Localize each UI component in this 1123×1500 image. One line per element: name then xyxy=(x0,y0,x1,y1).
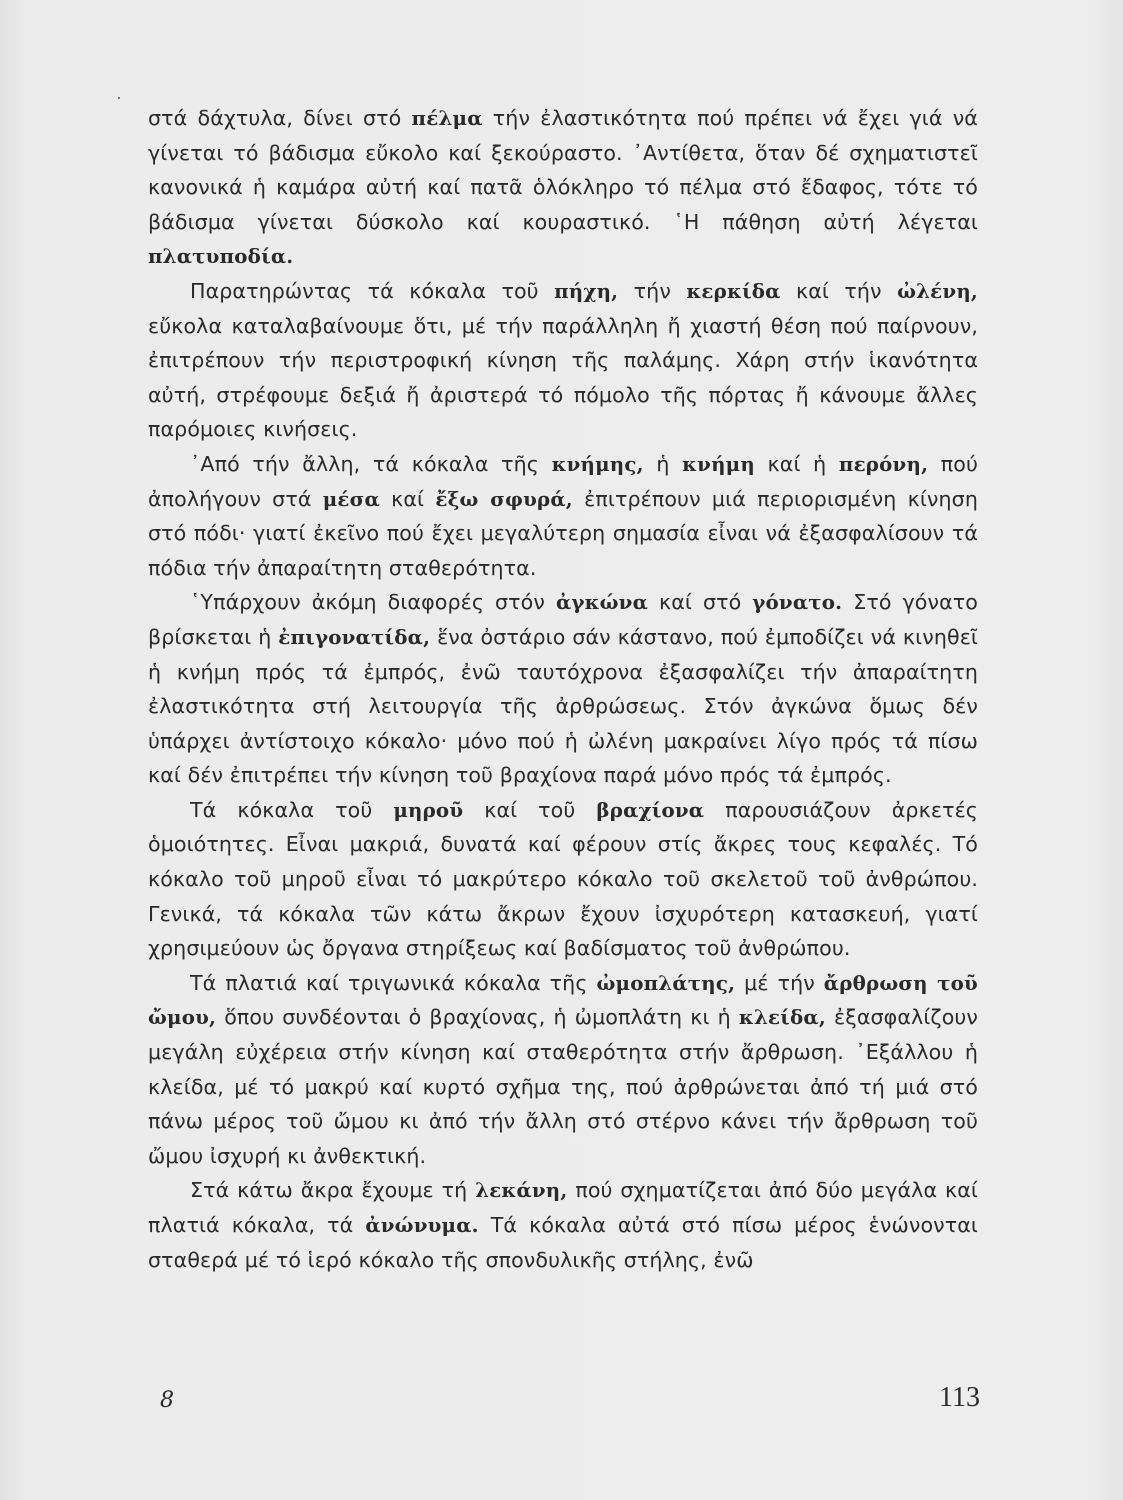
text-run: τήν ἐλαστικότητα πού πρέπει νά ἔχει γιά νά γίνεται τό βάδισμα εὔκολο καί ξεκούραστο. ᾽Αντίθετα, ὅταν δέ σχηματιστεῖ κανονικά ἡ καμάρα αὐτή καί πατᾶ ὁλόκληρο τό πέλμα στό ἔδαφος, τότε τό βάδισμα γίνεται δύσκολο καί κουραστικό. ῾Η πάθηση αὐτή λέγεται xyxy=(148,106,978,234)
text-run: Τά πλατιά καί τριγωνικά κόκαλα τῆς xyxy=(190,970,597,995)
paragraph-5 xyxy=(148,793,978,966)
text-run: ῾Υπάρχουν ἀκόμη διαφορές στόν xyxy=(190,590,556,615)
text-run: πού σχηματίζεται ἀπό δύο μεγάλα καί πλατιά κόκαλα, τά xyxy=(148,1178,978,1237)
bold-term: ἀγκώνα xyxy=(555,590,649,615)
text-run: Στά κάτω ἄκρα ἔχουμε τή xyxy=(190,1178,476,1203)
bold-term: λεκάνη, xyxy=(475,1178,568,1203)
bold-term: μηροῦ xyxy=(393,797,464,822)
paragraph-3 xyxy=(148,447,978,585)
text-run: Τά κόκαλα αὐτά στό πίσω μέρος ἑνώνονται σταθερά μέ τό ἱερό κόκαλο τῆς σπονδυλικῆς στήλης, ἐνῶ xyxy=(148,1213,978,1272)
text-run: καί τήν xyxy=(780,278,898,303)
bold-term: πέλμα xyxy=(411,106,483,130)
text-run: Στό γόνατο βρίσκεται ἡ xyxy=(148,590,978,649)
signature-mark: 8 xyxy=(160,1388,174,1413)
bold-term: κνήμης, xyxy=(551,451,644,476)
bold-term: ἀνώνυμα. xyxy=(365,1213,479,1237)
paragraph-2 xyxy=(148,274,978,447)
text-run: μέ τήν xyxy=(735,970,824,995)
bold-term: ὠμοπλάτης, xyxy=(596,970,736,995)
text-run: καί στό xyxy=(648,590,753,615)
bold-term: ἐπιγονατίδα, xyxy=(278,624,431,649)
text-run: Παρατηρώντας τά κόκαλα τοῦ xyxy=(190,278,555,303)
bold-term: ἔξω σφυρά, xyxy=(435,486,573,511)
bold-term: βραχίονα xyxy=(596,797,705,822)
page-number: 113 xyxy=(939,1382,980,1413)
bold-term: κνήμη xyxy=(682,451,755,476)
text-run: ἐξασφαλίζουν μεγάλη εὐχέρεια στήν κίνηση καί σταθερότητα στήν ἄρθρωση. ᾽Εξάλλου ἡ κλείδα, μέ τό μακρύ καί κυρτό σχῆμα της, πού ἀρθρώνεται ἀπό τή μιά στό πάνω μέρος τοῦ ὤμου κι ἀπό τήν ἄλλη στό στέρνο κάνει τήν ἄρθρωση τοῦ ὤμου ἰσχυρή κι ἀνθεκτική. xyxy=(148,1005,979,1168)
bold-term: πλατυποδία. xyxy=(148,244,294,269)
text-run: παρουσιάζουν ἀρκετές ὁμοιότητες. Εἶναι μακριά, δυνατά καί φέρουν στίς ἄκρες τους κεφαλές. Τό κόκαλο τοῦ μηροῦ εἶναι τό μακρύτερο κόκαλο τοῦ σκελετοῦ τοῦ ἀνθρώπου. Γενικά, τά κόκαλα τῶν κάτω ἄκρων ἔχουν ἰσχυρότερη κατασκευή, γιατί χρησιμεύουν ὡς ὄργανα στηρίξεως καί βαδίσματος τοῦ ἀνθρώπου. xyxy=(148,797,978,961)
text-run: στά δάχτυλα, δίνει στό xyxy=(148,106,412,130)
bold-term: ἄρθρωση τοῦ ὤμου, xyxy=(148,970,978,1030)
text-run: καί ἡ xyxy=(754,451,839,476)
paragraph-6 xyxy=(148,966,978,1174)
text-run: εὔκολα καταλαβαίνουμε ὅτι, μέ τήν παράλληλη ἤ χιαστή θέση πού παίρνουν, ἐπιτρέπουν τήν περιστροφική κίνηση τῆς παλάμης. Χάρη στήν ἱκανότητα αὐτή, στρέφουμε δεξιά ἤ ἀριστερά τό πόμολο τῆς πόρτας ἤ κάνουμε ἄλλες παρόμοιες κινήσεις. xyxy=(148,313,978,442)
paragraph-4 xyxy=(148,585,978,793)
bold-term: μέσα xyxy=(322,486,380,511)
bold-term: κερκίδα xyxy=(686,278,781,303)
bold-term: ὠλένη, xyxy=(897,278,978,303)
text-run: καί xyxy=(379,486,436,511)
bold-term: κλείδα, xyxy=(738,1005,826,1030)
text-run: ὅπου συνδέονται ὁ βραχίονας, ἡ ὠμοπλάτη κι ἡ xyxy=(216,1005,739,1030)
paragraph-1 xyxy=(148,101,978,274)
bold-term: γόνατο. xyxy=(752,590,843,615)
paragraph-7 xyxy=(148,1173,978,1277)
text-run: ἐπιτρέπουν μιά περιορισμένη κίνηση στό πόδι· γιατί ἐκεῖνο πού ἔχει μεγαλύτερη σημασία εἶναι νά ἐξασφαλίσουν τά πόδια τήν ἀπαραίτητη σταθερότητα. xyxy=(148,486,978,580)
text-run: πού ἀπολήγουν στά xyxy=(148,451,978,511)
bold-term: πήχη, xyxy=(554,278,619,303)
text-run: ἡ xyxy=(643,451,683,476)
text-run: καί τοῦ xyxy=(463,797,597,822)
scan-speck xyxy=(118,97,120,99)
text-run: Τά κόκαλα τοῦ xyxy=(190,797,394,822)
bold-term: περόνη, xyxy=(838,451,929,476)
text-run: ἕνα ὀστάριο σάν κάστανο, πού ἐμποδίζει νά κινηθεῖ ἡ κνήμη πρός τά ἐμπρός, ἐνῶ ταυτόχρονα ἐξασφαλίζει τήν ἀπαραίτητη ἐλαστικότητα στή λειτουργία τῆς ἀρθρώσεως. Στόν ἀγκώνα ὅμως δέν ὑπάρχει ἀντίστοιχο κόκαλο· μόνο πού ἡ ὠλένη μακραίνει λίγο πρός τά πίσω καί δέν ἐπιτρέπει τήν κίνηση τοῦ βραχίονα παρά μόνο πρός τά ἐμπρός. xyxy=(148,624,978,788)
body-text xyxy=(148,101,978,1277)
text-run: ᾽Από τήν ἄλλη, τά κόκαλα τῆς xyxy=(190,451,552,476)
text-run: τήν xyxy=(618,278,687,303)
